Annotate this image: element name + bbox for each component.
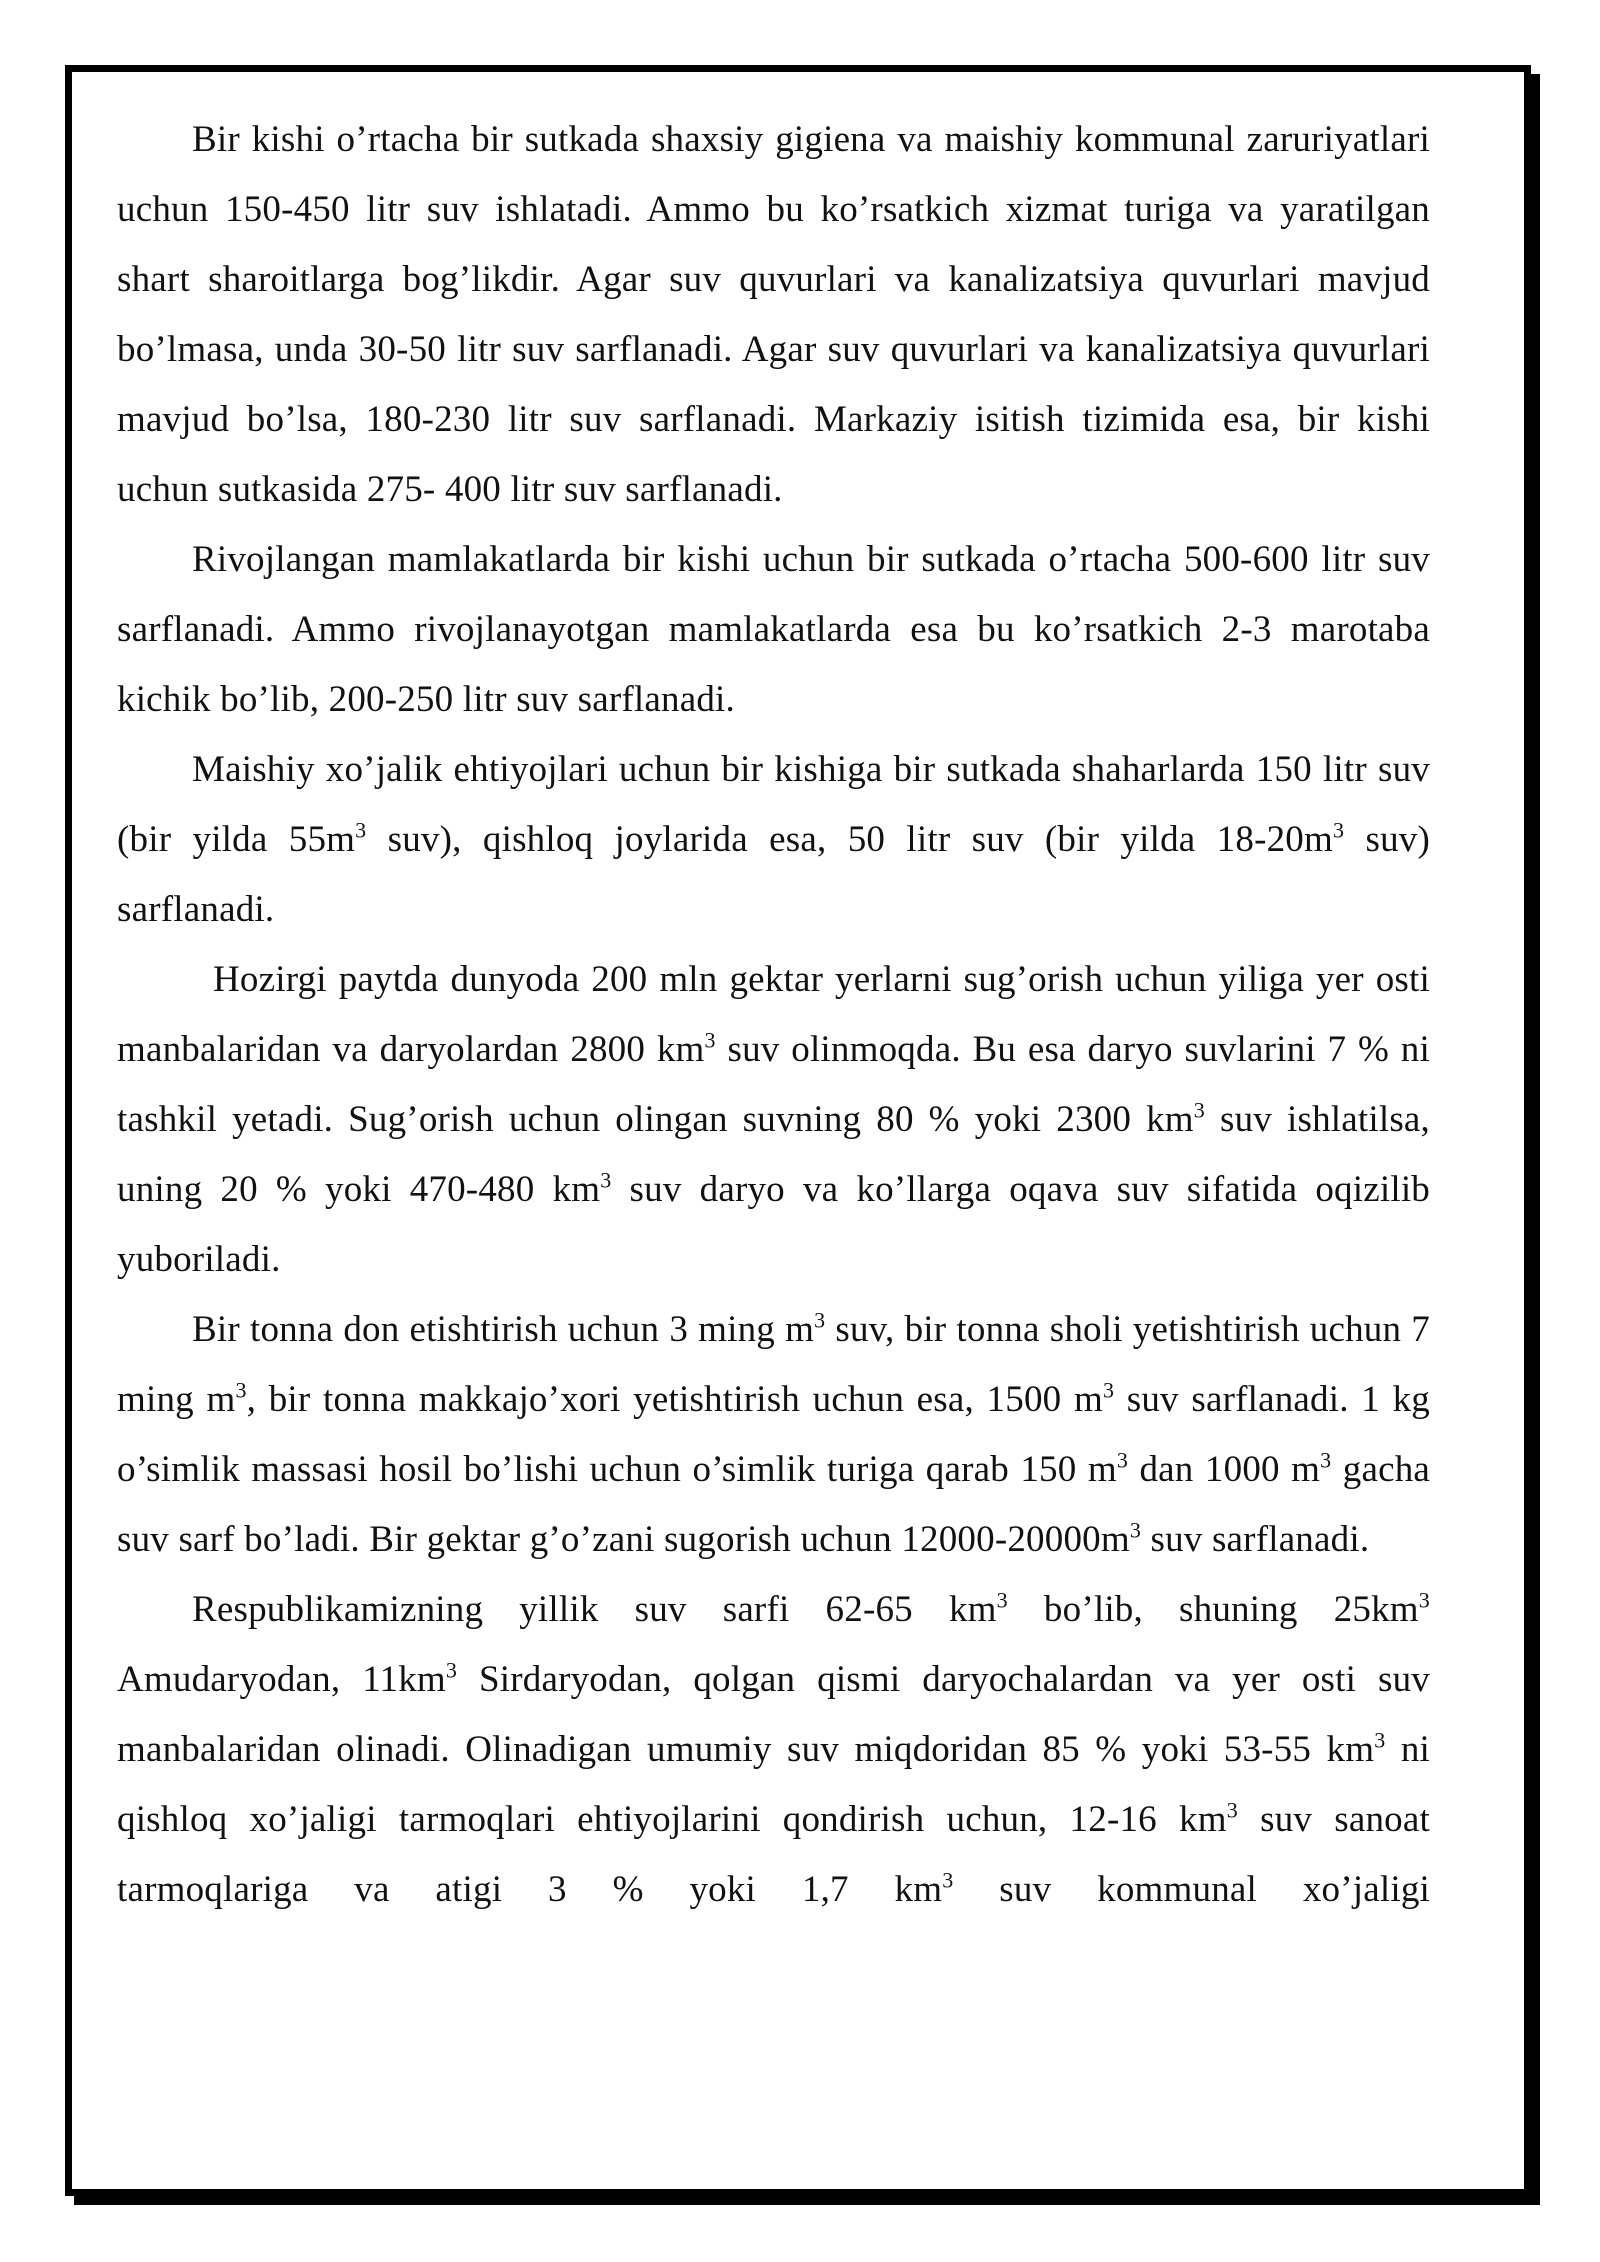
text-run: suv olinmoqda. Bu esa daryo suvlarini 7 % ni tashkil yetadi. Sug’orish uchun olingan suvning 80 % yoki 2300 km — [117, 1029, 1430, 1140]
paragraph-irrigation-world — [117, 945, 1430, 1295]
text-run: , bir tonna makkajo’xori yetishtirish uchun esa, 1500 m — [246, 1379, 1103, 1420]
superscript-exponent: 3 — [600, 1167, 612, 1193]
superscript-exponent: 3 — [445, 1657, 458, 1683]
superscript-exponent: 3 — [1320, 1447, 1332, 1473]
paragraph-developed-countries — [117, 525, 1430, 735]
text-run: Bir kishi o’rtacha bir sutkada shaxsiy gigiena va maishiy kommunal zaruriyatlari uchun 150-450 litr suv ishlatadi. Ammo bu ko’rsatkich xizmat turiga va yaratilgan shart sharoitlarga bog’likdir. Agar suv quvurlari va kanalizatsiya quvurlari mavjud bo’lmasa, unda 30-50 litr suv sarflanadi. Agar suv quvurlari va kanalizatsiya quvurlari mavjud bo’lsa, 180-230 litr suv sarflanadi. Markaziy isitish tizimida esa, bir kishi uchun sutkasida 275- 400 litr suv sarflanadi. — [117, 119, 1430, 510]
text-run: suv sanoat tarmoqlariga va atigi 3 % yoki 1,7 km — [117, 1799, 1430, 1910]
superscript-exponent: 3 — [1102, 1377, 1115, 1403]
text-run: suv sarflanadi. 1 kg o’simlik massasi hosil bo’lishi uchun o’simlik turiga qarab 150 m — [117, 1379, 1430, 1490]
superscript-exponent: 3 — [814, 1307, 826, 1333]
superscript-exponent: 3 — [1129, 1517, 1142, 1543]
text-run: suv daryo va ko’llarga oqava suv sifatida oqizilib yuboriladi. — [117, 1169, 1430, 1280]
text-run: Rivojlangan mamlakatlarda bir kishi uchun bir sutkada o’rtacha 500-600 litr suv sarflanadi. Ammo rivojlanayotgan mamlakatlarda esa bu ko’rsatkich 2-3 marotaba kichik bo’lib, 200-250 litr suv sarflanadi. — [117, 539, 1430, 720]
superscript-exponent: 3 — [942, 1867, 954, 1893]
superscript-exponent: 3 — [1332, 817, 1345, 843]
text-run: gacha suv sarf bo’ladi. Bir gektar g’o’zani sugorish uchun 12000-20000m — [117, 1449, 1431, 1560]
superscript-exponent: 3 — [355, 817, 367, 843]
text-run: Maishiy xo’jalik ehtiyojlari uchun bir kishiga bir sutkada shaharlarda 150 litr suv (bir yilda 55m — [117, 749, 1430, 860]
text-run: bo’lib, shuning 25km — [1007, 1589, 1419, 1630]
paragraph-daily-water-per-person — [117, 105, 1430, 525]
superscript-exponent: 3 — [1193, 1097, 1205, 1123]
text-run: dan 1000 m — [1128, 1449, 1321, 1490]
superscript-exponent: 3 — [1418, 1587, 1430, 1613]
text-run: suv ishlatilsa, uning 20 % yoki 470-480 km — [117, 1099, 1430, 1210]
superscript-exponent: 3 — [704, 1027, 716, 1053]
text-run: Sirdaryodan, qolgan qismi daryochalardan va yer osti suv manbalaridan olinadi. Olinadigan umumiy suv miqdoridan 85 % yoki 53-55 km — [117, 1659, 1430, 1770]
superscript-exponent: 3 — [996, 1587, 1008, 1613]
text-run: suv kommunal xo’jaligi — [953, 1869, 1431, 1910]
text-run: Respublikamizning yillik suv sarfi 62-65 km — [192, 1589, 997, 1630]
paragraph-crop-water-use — [117, 1295, 1430, 1575]
text-run: suv), qishloq joylarida esa, 50 litr suv (bir yilda 18-20m — [366, 819, 1333, 860]
text-run: suv, bir tonna sholi yetishtirish uchun 7 ming m — [117, 1309, 1430, 1420]
text-run: Hozirgi paytda dunyoda 200 mln gektar yerlarni sug’orish uchun yiliga yer osti manbalaridan va daryolardan 2800 km — [117, 959, 1430, 1070]
paragraph-republic-water-use — [117, 1575, 1430, 1925]
text-run: suv sarflanadi. — [1141, 1519, 1370, 1560]
text-run: ni qishloq xo’jaligi tarmoqlari ehtiyojlarini qondirish uchun, 12-16 km — [117, 1729, 1430, 1840]
paragraph-household-needs — [117, 735, 1430, 945]
superscript-exponent: 3 — [235, 1377, 247, 1403]
text-run: suv) sarflanadi. — [117, 819, 1430, 930]
superscript-exponent: 3 — [1116, 1447, 1129, 1473]
text-run: Bir tonna don etishtirish uchun 3 ming m — [192, 1309, 815, 1350]
document-body — [117, 105, 1430, 1925]
text-run: Amudaryodan, 11km — [117, 1659, 446, 1700]
superscript-exponent: 3 — [1226, 1797, 1238, 1823]
superscript-exponent: 3 — [1374, 1727, 1386, 1753]
